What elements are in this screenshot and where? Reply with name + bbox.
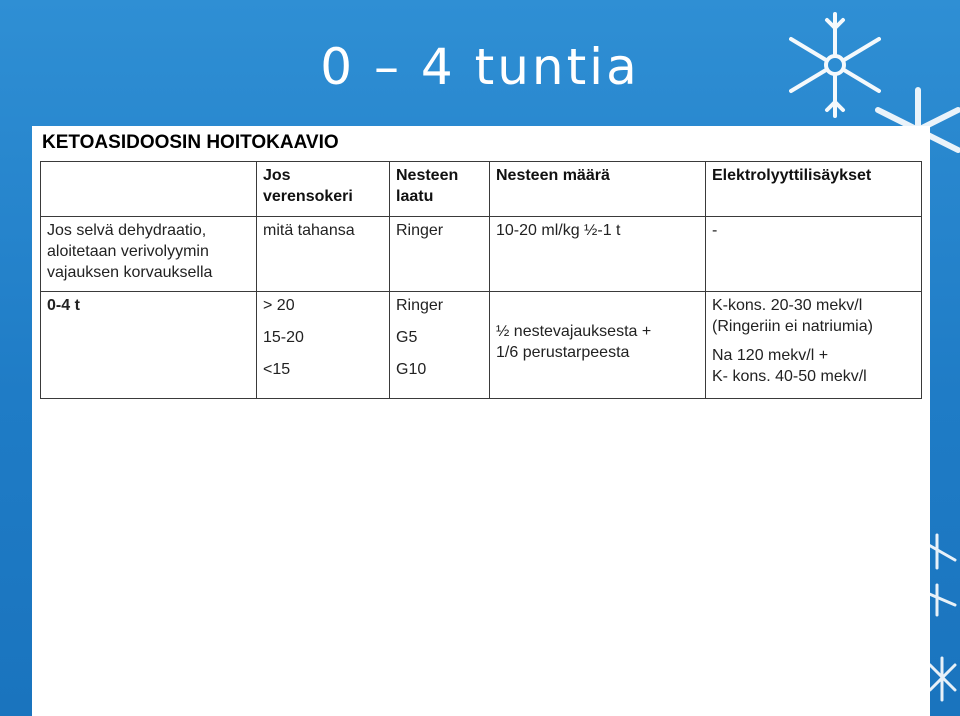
electrolytes-cell: K-kons. 20-30 mekv/l (Ringeriin ei natriumia) Na 120 mekv/l + K- kons. 40-50 mekv/l [706,292,922,399]
column-header-glucose: Jos verensokeri [257,162,390,217]
fluid-amount-cell: 10-20 ml/kg ½-1 t [490,217,706,292]
document-image [32,126,930,716]
column-header [41,162,257,217]
electrolytes-cell: - [706,217,922,292]
table-header-row [41,162,922,217]
phase-cell: Jos selvä dehydraatio, aloitetaan verivolyymin vajauksen korvauksella [41,217,257,292]
fluid-type-cell: Ringer [390,217,490,292]
column-header-electrolytes: Elektrolyyttilisäykset [706,162,922,217]
fluid-amount-cell: ½ nestevajauksesta + 1/6 perustarpeesta [490,292,706,399]
table-row [41,217,922,292]
table-row [41,292,922,399]
column-header-fluid-type: Nesteen laatu [390,162,490,217]
fluid-type-cell: Ringer G5 G10 [390,292,490,399]
column-header-fluid-amount: Nesteen määrä [490,162,706,217]
slide-title: 0 – 4 tuntia [320,38,640,96]
glucose-cell: > 20 15-20 <15 [257,292,390,399]
phase-cell: 0-4 t [41,292,257,399]
table-heading: KETOASIDOOSIN HOITOKAAVIO [42,132,339,153]
glucose-cell: mitä tahansa [257,217,390,292]
treatment-table [40,161,922,399]
